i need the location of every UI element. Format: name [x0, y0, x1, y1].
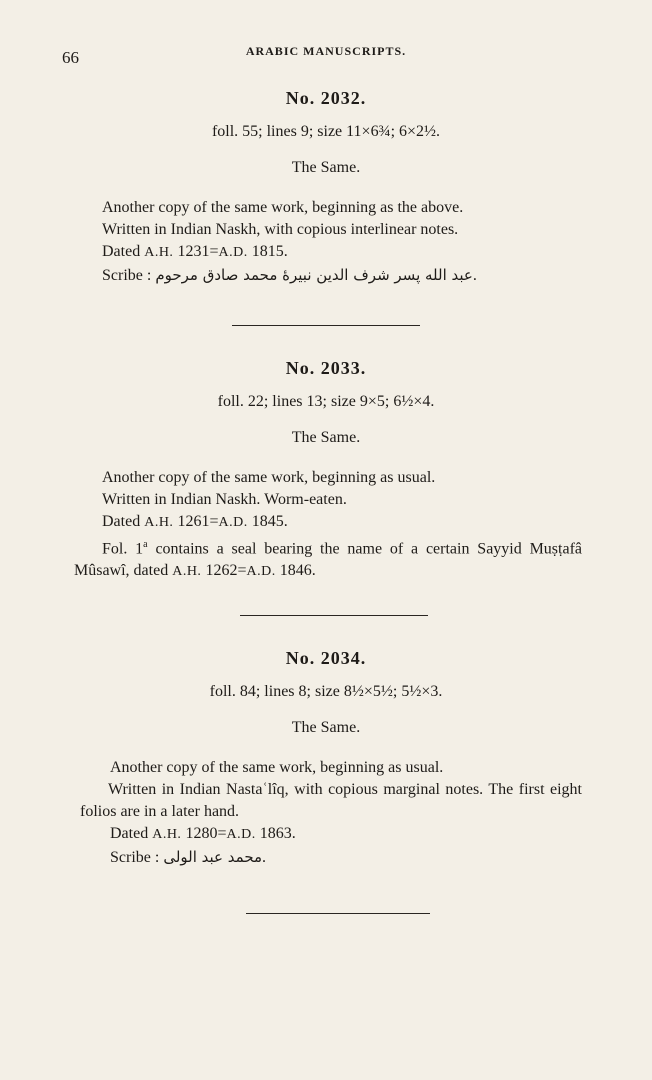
folio-note-start: Fol. 1 [102, 540, 144, 558]
entry-subtitle: The Same. [291, 159, 361, 176]
scribe-arabic: محمد عبد الولى [163, 848, 263, 866]
entry-meta: foll. 55; lines 9; size 11×6¾; 6×2½. [211, 123, 441, 140]
entry-body [0, 467, 652, 583]
dated-prefix: Dated [102, 513, 145, 530]
folio-note-text: contains a seal bearing the name of a certain Sayyid Muṣṭafâ Mûsawî, dated [74, 540, 583, 580]
section-rule [246, 913, 430, 914]
dated-line [0, 511, 652, 534]
dated-prefix: Dated [110, 825, 153, 842]
entry-long-line: Written in Indian Nastaʿlîq, with copious marginal notes. The first eight folios are in a later hand. [80, 781, 582, 820]
scribe-end: . [262, 849, 267, 866]
running-title: ARABIC MANUSCRIPTS. [245, 44, 407, 58]
folio-note [0, 534, 652, 583]
entry-2034 [0, 648, 652, 869]
ad-year: 1863. [255, 825, 296, 842]
entry-subtitle: The Same. [291, 719, 361, 736]
ad-label: A.D. [218, 515, 248, 530]
entry-meta: foll. 84; lines 8; size 8½×5½; 5½×3. [209, 683, 443, 700]
ad-label: A.D. [218, 245, 248, 260]
entry-line: Another copy of the same work, beginning as usual. [102, 469, 436, 486]
page-number: 66 [62, 48, 79, 67]
entry-number: No. 2034. [285, 648, 367, 668]
entry-line: Written in Indian Naskh, with copious interlinear notes. [102, 221, 459, 238]
entry-2033 [0, 358, 652, 583]
ad-year: 1815. [247, 243, 288, 260]
entry-body [0, 757, 652, 869]
ah-year: 1231= [173, 243, 219, 260]
ah-year: 1261= [173, 513, 219, 530]
folio-note-sup: a [143, 539, 148, 550]
entry-line: Written in Indian Naskh. Worm-eaten. [102, 491, 347, 508]
section-rule [240, 615, 428, 616]
ah-label: A.H. [152, 827, 182, 842]
ah-label: A.H. [172, 564, 202, 580]
ad-year: 1845. [247, 513, 288, 530]
scribe-label: Scribe : [110, 849, 164, 866]
entry-line: Another copy of the same work, beginning as the above. [102, 199, 464, 216]
dated-line [0, 823, 652, 846]
entry-2032 [0, 88, 652, 287]
scribe-label: Scribe : [102, 267, 156, 284]
entry-number: No. 2033. [285, 358, 367, 378]
ah-label: A.H. [144, 515, 174, 530]
ad-year: 1846. [275, 562, 316, 580]
dated-prefix: Dated [102, 243, 145, 260]
entry-body [0, 197, 652, 287]
entry-line: Another copy of the same work, beginning as usual. [110, 759, 444, 776]
entry-number: No. 2032. [285, 88, 367, 108]
scribe-arabic: عبد الله پسر شرف الدين نبيرهٔ محمد صادق مرحوم [155, 266, 473, 284]
ad-label: A.D. [246, 564, 276, 580]
scribe-line [0, 264, 652, 287]
ah-year: 1262= [201, 562, 247, 580]
scribe-end: . [472, 267, 477, 284]
entry-meta: foll. 22; lines 13; size 9×5; 6½×4. [217, 393, 435, 410]
ah-year: 1280= [181, 825, 227, 842]
entry-subtitle: The Same. [291, 429, 361, 446]
ah-label: A.H. [144, 245, 174, 260]
dated-line [0, 241, 652, 264]
section-rule [232, 325, 420, 326]
scribe-line [0, 846, 652, 869]
ad-label: A.D. [226, 827, 256, 842]
